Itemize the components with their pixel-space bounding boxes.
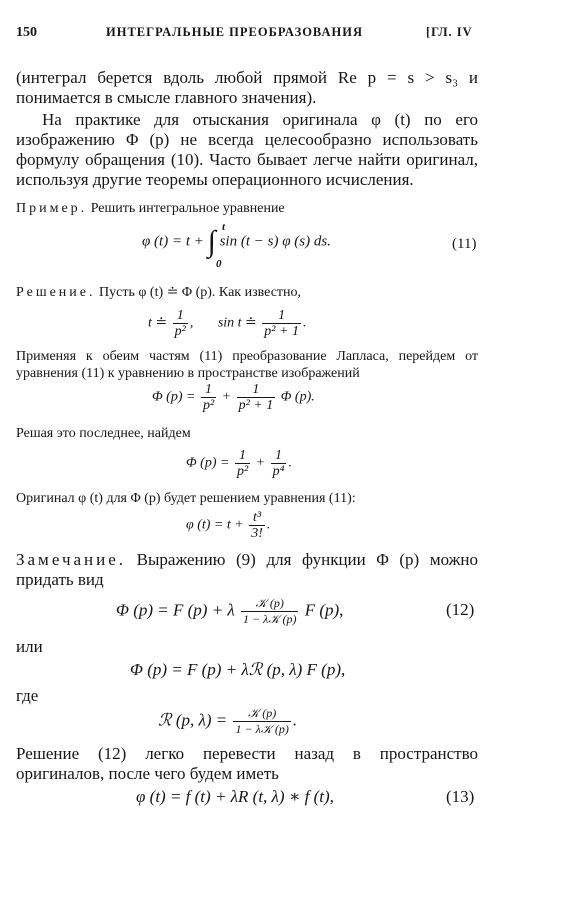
paragraph-practice: На практике для отыскания оригинала φ (t) по его изображению Φ (p) не всегда целесообразно использовать формулу обращения (10). Часто бывает легче найти оригинал, используя другие теоремы операционного исчисления. [16,110,478,189]
eq11-lhs: φ (t) = t + [142,233,208,250]
integral-sign-icon: ∫ [207,225,216,258]
eq13-number: (13) [446,787,475,806]
equation-resolvent-definition [158,706,297,737]
image-pair-formula [148,308,306,339]
eqC-fraction [249,510,265,541]
paragraph-final: Решение (12) легко перевести назад в пространство оригиналов, после чего будем иметь [16,744,478,783]
solution-text: Пусть φ (t) ≐ Φ (p). Как известно, [99,285,302,300]
img2-lhs: sin t ≐ [217,315,257,331]
equation-resolvent-form: Φ (p) = F (p) + λℛ (p, λ) F (p), [130,660,346,679]
word-where: где [16,686,39,705]
eqB-plus: + [255,455,266,471]
eq11-lower-limit: 0 [216,258,222,270]
example-heading [16,200,478,217]
solution-label: Решение. [16,285,96,300]
eq11-number: (11) [452,236,477,252]
eqA-plus: + [221,389,232,405]
eqB-f2-denominator: p⁴ [272,464,285,479]
eqE-numerator: 𝒦 (p) [233,706,290,722]
remark-label: Замечание. [16,550,127,569]
remark-paragraph [16,550,478,590]
eqC-denominator: 3! [251,526,263,541]
eqE-end: . [292,710,298,730]
eqB-fraction-2 [271,448,287,479]
equation-13: φ (t) = f (t) + λR (t, λ) ∗ f (t), [136,787,334,806]
equation-11 [142,225,331,258]
eqA-fraction-2 [237,382,276,413]
paragraph-integral-note: (интеграл берется вдоль любой прямой Re p = s > s₃ и понимается в смысле главного значения). [16,68,478,107]
remark-text: Выражению (9) для функции Φ (p) можно придать вид [16,550,478,589]
example-text: Решить интегральное уравнение [90,201,285,216]
img2-fraction [262,308,301,339]
img1-numerator: 1 [173,308,188,324]
chapter-label: [ГЛ. IV [426,25,473,39]
paragraph-apply-laplace: Применяя к обеим частям (11) преобразование Лапласа, перейдем от уравнения (11) к уравнению в пространстве изображений [16,349,478,381]
img2-denominator: p² + 1 [264,324,299,339]
eqB-f1-numerator: 1 [235,448,250,464]
solution-heading [16,284,478,301]
eqB-end: . [288,455,292,471]
eqA-f1-numerator: 1 [201,382,216,398]
eqA-f2-numerator: 1 [237,382,276,398]
eqC-numerator: t³ [249,510,265,526]
img1-separator: , [189,315,194,331]
equation-phi-solution [186,448,292,479]
page-number: 150 [16,25,37,40]
running-title: ИНТЕГРАЛЬНЫЕ ПРЕОБРАЗОВАНИЯ [106,25,363,39]
eqB-f2-numerator: 1 [271,448,287,464]
eqA-end: Φ (p). [280,389,315,405]
eqA-lhs: Φ (p) = [152,389,196,405]
img1-lhs: t ≐ [148,315,168,331]
paragraph-original: Оригинал φ (t) для Φ (p) будет решением уравнения (11): [16,491,356,506]
eqE-lhs: ℛ (p, λ) = [158,710,228,730]
equation-image-space [152,382,315,413]
equation-12 [116,596,343,627]
eqE-fraction [233,706,290,737]
paragraph-solving: Решая это последнее, найдем [16,426,191,441]
eq12-denominator: 1 − λ𝒦 (p) [243,612,297,626]
eq12-numerator: 𝒦 (p) [241,596,298,612]
eqA-fraction-1 [201,382,216,413]
eq12-fraction [241,596,298,627]
eq12-lhs: Φ (p) = F (p) + λ [116,600,235,620]
example-label: Пример. [16,201,88,216]
eqB-fraction-1 [235,448,250,479]
eqB-lhs: Φ (p) = [186,455,230,471]
eq12-end: F (p), [304,600,344,620]
eq11-rhs: sin (t − s) φ (s) ds. [219,233,331,250]
eqA-f1-denominator: p² [202,398,215,413]
eq12-number: (12) [446,600,475,619]
img1-denominator: p² [174,324,186,339]
img2-end: . [302,315,307,331]
word-or: или [16,637,43,656]
equation-original-solution [186,510,270,541]
img2-numerator: 1 [262,308,301,324]
eq11-upper-limit: t [222,221,226,233]
eqC-lhs: φ (t) = t + [186,517,244,533]
eqE-denominator: 1 − λ𝒦 (p) [235,722,289,736]
eqA-f2-denominator: p² + 1 [238,398,274,413]
eqC-end: . [266,517,271,533]
eqB-f1-denominator: p² [236,464,249,479]
img1-fraction [173,308,188,339]
